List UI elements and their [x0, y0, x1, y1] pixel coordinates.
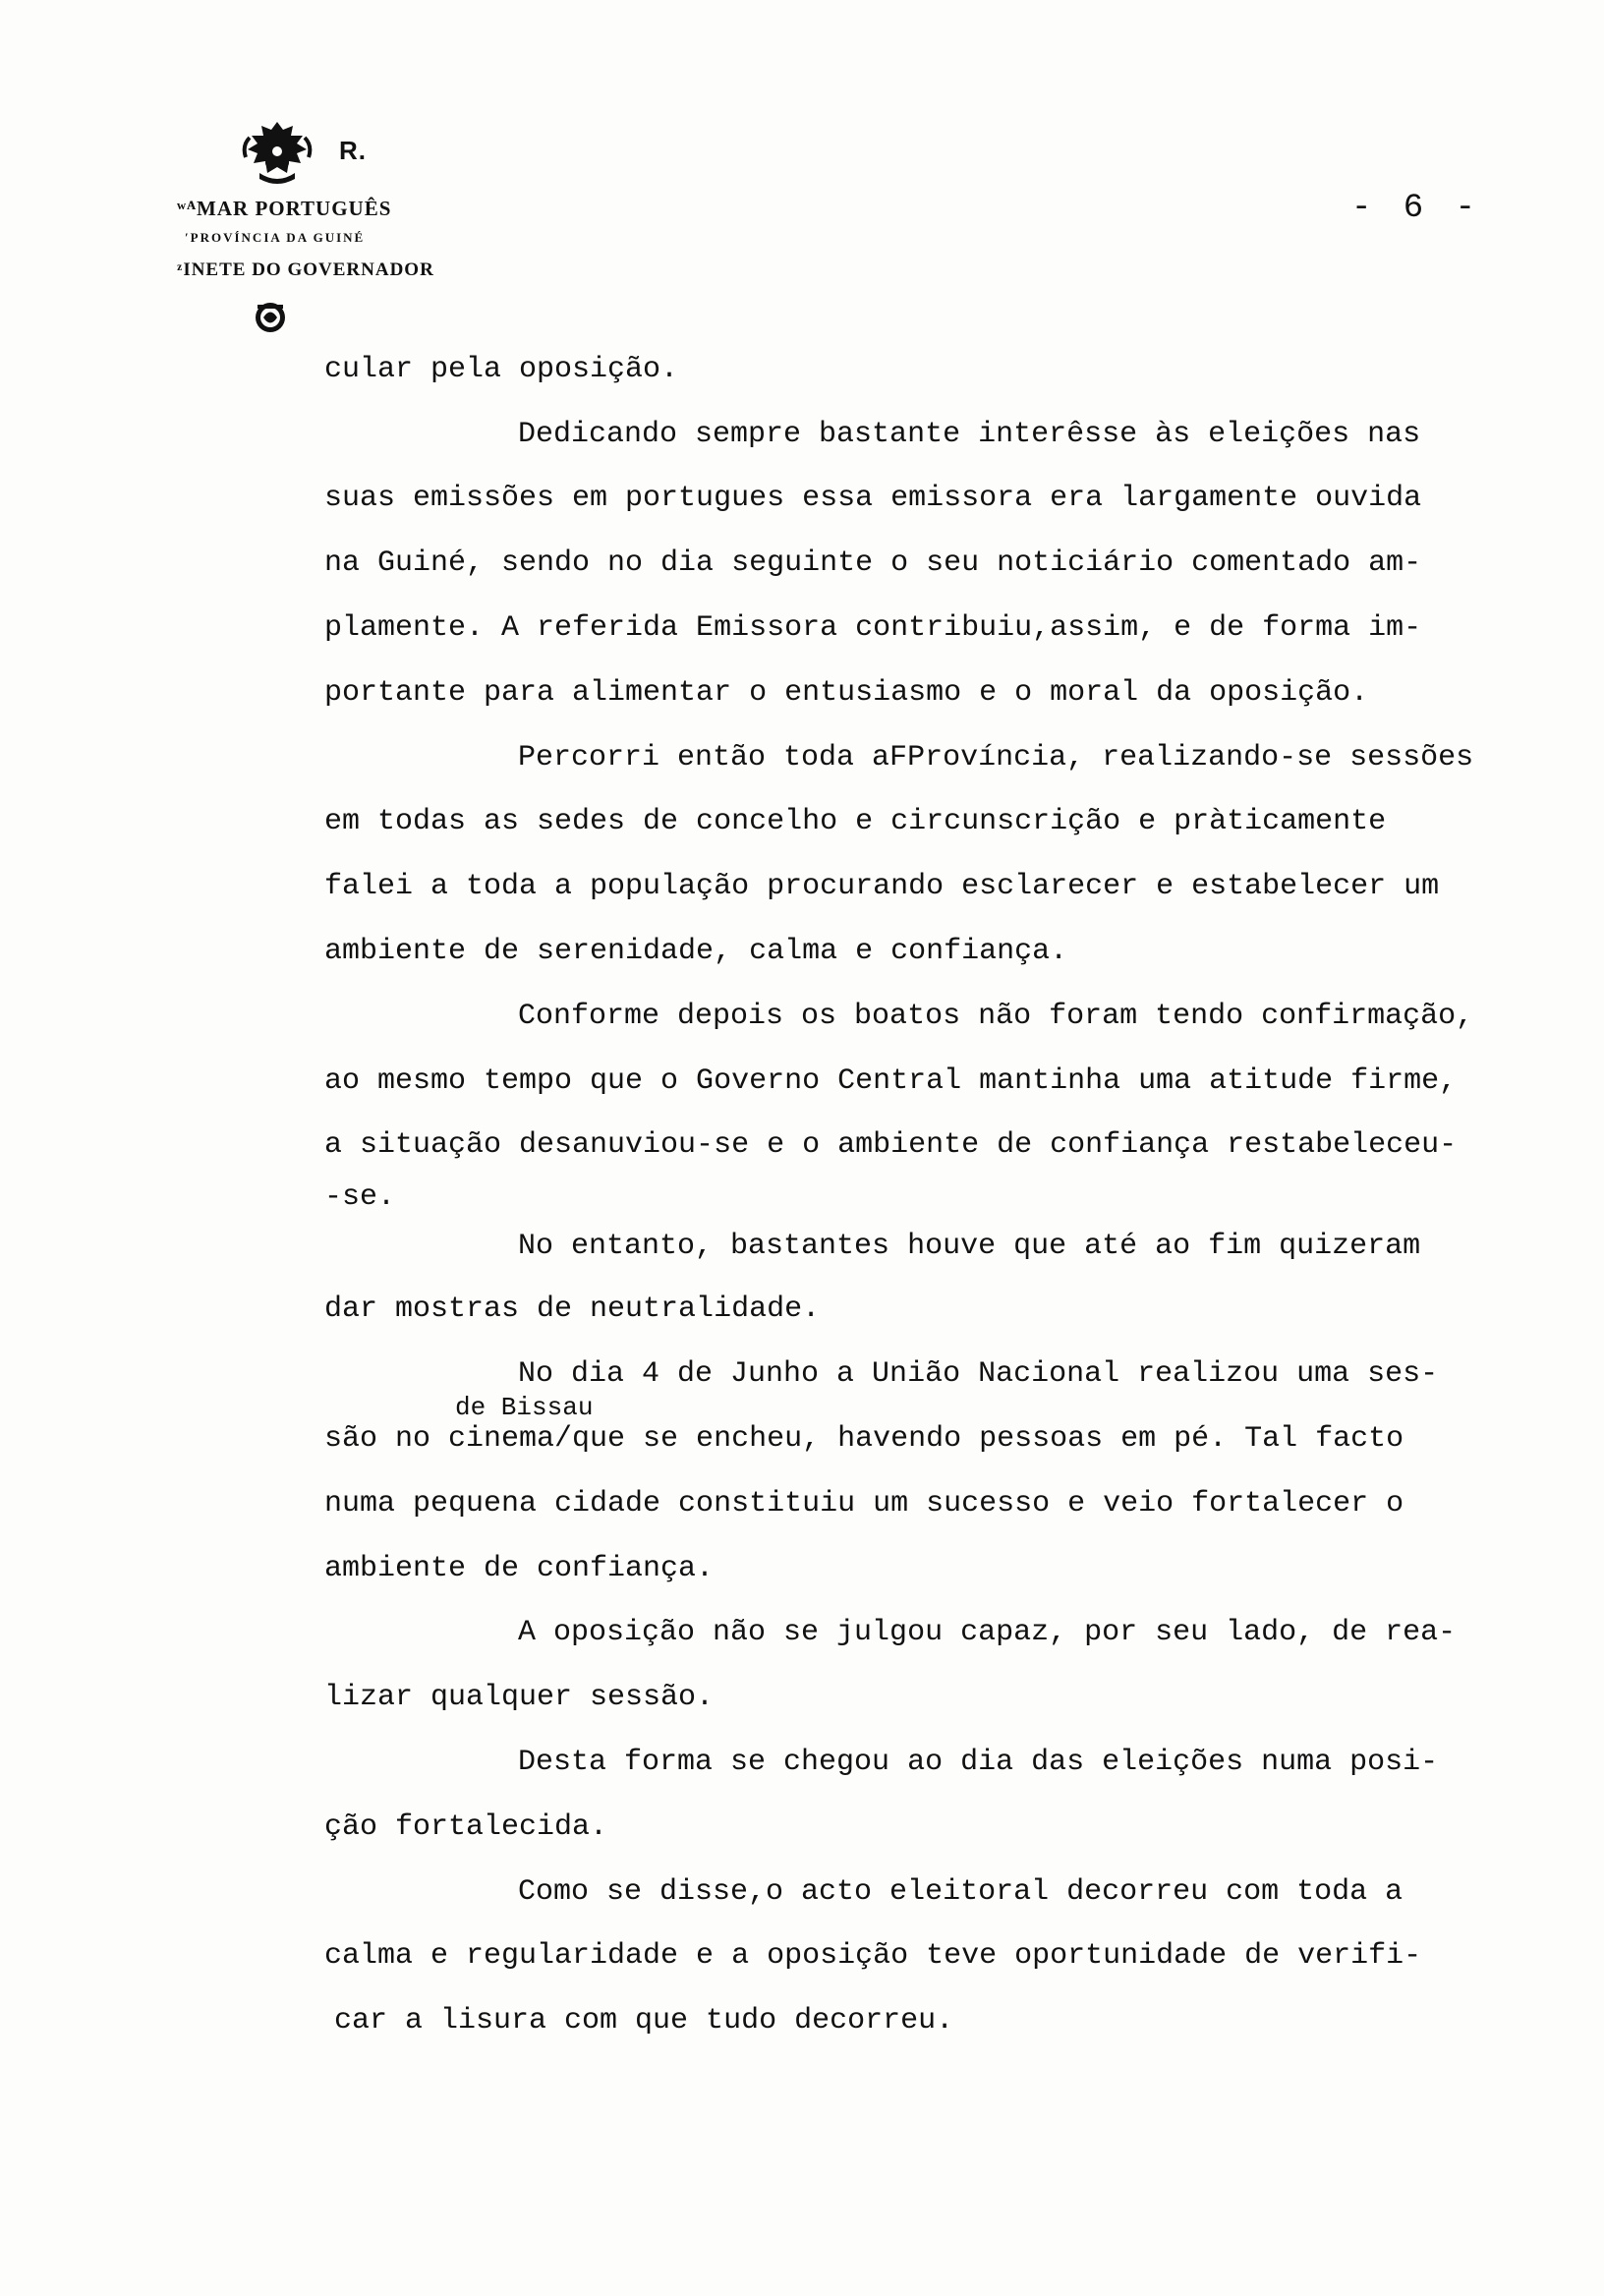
text-line: Desta forma se chegou ao dia das eleições numa posi-	[518, 1746, 1439, 1779]
text-line: suas emissões em portugues essa emissora era largamente ouvida	[324, 482, 1422, 515]
text-line: ambiente de serenidade, calma e confiança.	[324, 935, 1068, 968]
crest-letter: R.	[339, 136, 367, 165]
text-line: Dedicando sempre bastante interêsse às eleições nas	[518, 418, 1421, 451]
text-line: a situação desanuviou-se e o ambiente de confiança restabeleceu-	[324, 1128, 1458, 1162]
seal-stamp-icon	[254, 301, 287, 334]
text-line: são no cinema/que se encheu, havendo pessoas em pé. Tal facto	[324, 1422, 1404, 1456]
text-line: Percorri então toda aFProvíncia, realizando-se sessões	[518, 741, 1474, 775]
letterhead	[147, 118, 472, 354]
text-line: A oposição não se julgou capaz, por seu lado, de rea-	[518, 1616, 1457, 1649]
text-line: numa pequena cidade constituiu um sucesso e veio fortalecer o	[324, 1487, 1404, 1521]
text-line: No entanto, bastantes houve que até ao fim quizeram	[518, 1230, 1421, 1263]
text-line: Como se disse,o acto eleitoral decorreu com toda a	[518, 1875, 1404, 1909]
letterhead-line-provincia: ʹPROVÍNCIA DA GUINÉ	[185, 230, 366, 245]
handwritten-insertion: de Bissau	[455, 1393, 594, 1422]
text-line: em todas as sedes de concelho e circunscrição e pràticamente	[324, 805, 1387, 838]
text-line: na Guiné, sendo no dia seguinte o seu noticiário comentado am-	[324, 546, 1422, 580]
text-line: plamente. A referida Emissora contribuiu,assim, e de forma im-	[324, 611, 1422, 645]
text-line: -se.	[324, 1180, 396, 1214]
letterhead-line-ultramar: ʷᴬMAR PORTUGUÊS	[177, 197, 392, 220]
text-line: ção fortalecida.	[324, 1810, 608, 1844]
text-line: falei a toda a população procurando esclarecer e estabelecer um	[324, 870, 1440, 903]
text-line: calma e regularidade e a oposição teve oportunidade de verifi-	[324, 1939, 1422, 1973]
coat-of-arms-icon	[238, 118, 316, 187]
letterhead-line-gabinete: ᶻINETE DO GOVERNADOR	[177, 259, 434, 280]
text-line: dar mostras de neutralidade.	[324, 1292, 821, 1326]
text-line: car a lisura com que tudo decorreu.	[334, 2004, 954, 2038]
page-number: - 6 -	[1351, 190, 1482, 227]
text-line: ambiente de confiança.	[324, 1552, 715, 1585]
text-line: ao mesmo tempo que o Governo Central mantinha uma atitude firme,	[324, 1064, 1458, 1098]
text-line: portante para alimentar o entusiasmo e o moral da oposição.	[324, 676, 1369, 710]
text-line: Conforme depois os boatos não foram tendo confirmação,	[518, 1000, 1474, 1033]
text-line: No dia 4 de Junho a União Nacional realizou uma ses-	[518, 1357, 1439, 1391]
text-line: cular pela oposição.	[324, 353, 679, 386]
text-line: lizar qualquer sessão.	[324, 1681, 715, 1714]
